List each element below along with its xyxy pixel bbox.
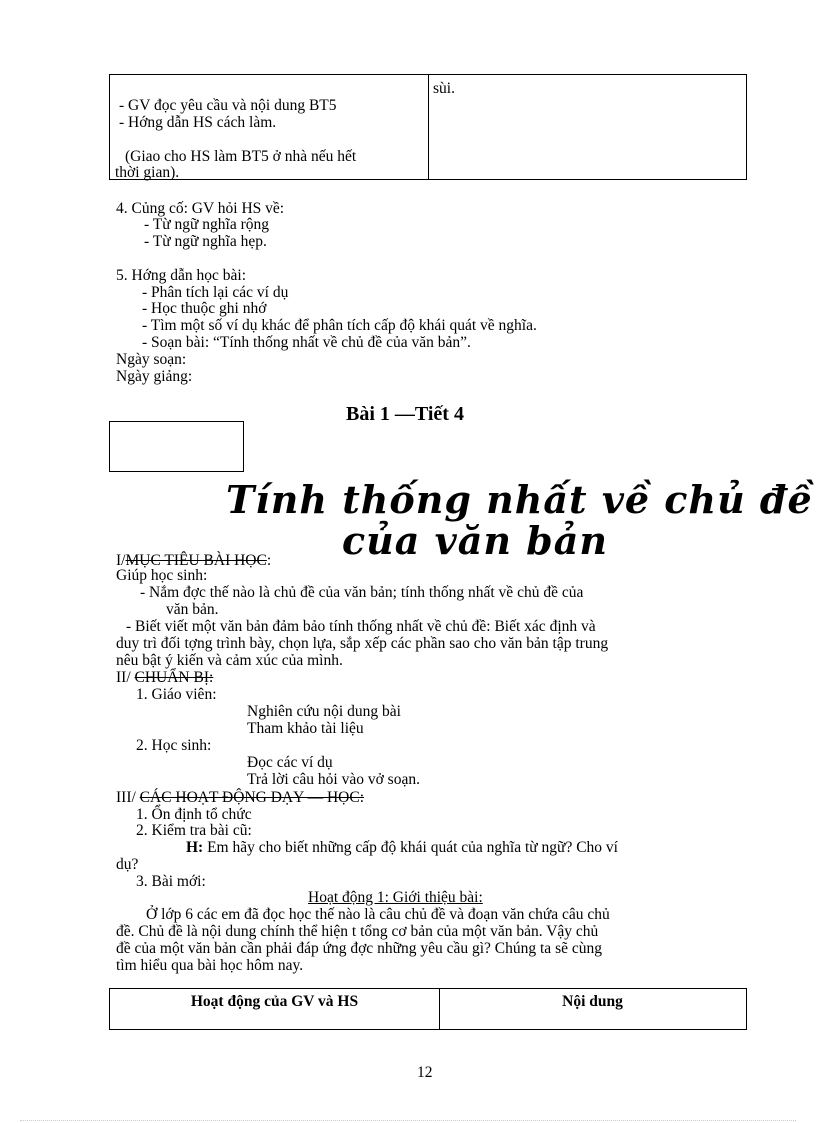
question-text: Em hãy cho biết những cấp độ khái quát của nghĩa từ ngữ? Cho ví xyxy=(203,839,618,856)
top-left-line-3: (Giao cho HS làm BT5 ở nhà nếu hết xyxy=(125,148,357,165)
section-2-gv-label: 1. Giáo viên: xyxy=(136,686,217,703)
section-3-question-line-1 xyxy=(186,839,618,856)
top-left-line-2: - Hớng dẫn HS cách làm. xyxy=(119,114,277,131)
intro-line-4: tìm hiểu qua bài học hôm nay. xyxy=(116,957,304,974)
section-2-hs-label: 2. Học sinh: xyxy=(136,737,212,754)
section-2-gv-item-2: Tham khảo tài liệu xyxy=(247,720,364,737)
section-1-para-line-1: - Biết viết một văn bản đảm bảo tính thống nhất về chủ đề: Biết xác định và xyxy=(126,618,596,635)
cung-co-item-2: - Từ ngữ nghĩa hẹp. xyxy=(144,233,267,250)
section-2-prefix: II/ xyxy=(116,669,131,686)
ngay-soan: Ngày soạn: xyxy=(116,351,187,368)
title-line-1: Tính thống nhất về chủ đề xyxy=(226,477,813,522)
title-line-2: của văn bản xyxy=(342,518,608,563)
intro-line-3: đề của một văn bản cần phải đáp ứng đợc những yêu cầu gì? Chúng ta sẽ cùng xyxy=(116,940,602,957)
bottom-table-col-1 xyxy=(110,989,440,1029)
bottom-divider xyxy=(20,1120,796,1121)
huong-dan-item-4: - Soạn bài: “Tính thống nhất về chủ đề của văn bản”. xyxy=(142,334,471,351)
section-1-prefix: I/ xyxy=(116,552,126,569)
section-1-para-line-2: duy trì đối tợng trình bày, chọn lựa, sắp xếp các phần sao cho văn bản tập trung xyxy=(116,635,609,652)
section-3-label: CÁC HOẠT ĐỘNG DẠY — HỌC: xyxy=(139,789,364,806)
cung-co-heading: 4. Củng cố: GV hỏi HS về: xyxy=(116,200,285,217)
section-3-item-3: 3. Bài mới: xyxy=(136,873,206,890)
lesson-heading: Bài 1 —Tiết 4 xyxy=(346,403,464,425)
section-3-prefix: III/ xyxy=(116,789,136,806)
section-1-para-line-3: nêu bật ý kiến và cảm xúc của mình. xyxy=(116,652,343,669)
page-number: 12 xyxy=(417,1064,433,1081)
intro-line-2: đề. Chủ đề là nội dung chính thể hiện t tổng cơ bản của một văn bản. Vậy chủ xyxy=(116,923,599,940)
section-2-gv-item-1: Nghiên cứu nội dung bài xyxy=(247,703,401,720)
huong-dan-item-2: - Học thuộc ghi nhớ xyxy=(142,300,267,317)
top-table-right-cell xyxy=(428,75,746,179)
section-1-intro: Giúp học sinh: xyxy=(116,567,208,584)
bottom-table-col-1-header: Hoạt động của GV và HS xyxy=(190,993,359,1010)
top-table-left-cell xyxy=(110,75,429,179)
section-2-hs-item-2: Trả lời câu hỏi vào vở soạn. xyxy=(247,771,420,788)
top-left-line-1: - GV đọc yêu cầu và nội dung BT5 xyxy=(119,97,337,114)
huong-dan-item-1: - Phân tích lại các ví dụ xyxy=(142,284,289,301)
section-1-bullet-line-1: - Nắm đợc thế nào là chủ đề của văn bản; tính thống nhất về chủ đề của xyxy=(140,584,584,601)
section-3-item-1: 1. Ổn định tổ chức xyxy=(136,806,252,823)
top-left-line-4: thời gian). xyxy=(115,164,180,181)
question-bold-label: H: xyxy=(186,839,204,856)
bottom-table-col-2 xyxy=(439,989,746,1029)
section-2-label: CHUẨN BỊ: xyxy=(134,669,214,686)
cung-co-item-1: - Từ ngữ nghĩa rộng xyxy=(144,216,269,233)
top-right-text: sùi. xyxy=(433,80,455,97)
huong-dan-item-3: - Tìm một số ví dụ khác để phân tích cấp độ khái quát về nghĩa. xyxy=(142,317,537,334)
section-3-heading xyxy=(116,789,364,806)
top-table xyxy=(109,74,747,180)
empty-box xyxy=(109,421,244,472)
bottom-table xyxy=(109,988,747,1030)
ngay-giang: Ngày giảng: xyxy=(116,368,193,385)
section-1-bullet-line-2: văn bản. xyxy=(166,601,219,618)
bottom-table-col-2-header: Nội dung xyxy=(562,993,623,1010)
huong-dan-heading: 5. Hớng dẫn học bài: xyxy=(116,267,247,284)
section-1-suffix: : xyxy=(266,552,272,569)
section-2-heading xyxy=(116,669,213,686)
section-1-label: MỤC TIÊU BÀI HỌC xyxy=(125,552,267,569)
section-3-question-line-2: dụ? xyxy=(116,856,139,873)
intro-line-1: Ở lớp 6 các em đã đọc học thế nào là câu chủ đề và đoạn văn chứa câu chủ xyxy=(146,906,610,923)
section-3-item-2: 2. Kiểm tra bài cũ: xyxy=(136,822,252,839)
activity-title: Hoạt động 1: Giới thiệu bài: xyxy=(308,889,483,906)
section-2-hs-item-1: Đọc các ví dụ xyxy=(247,754,333,771)
